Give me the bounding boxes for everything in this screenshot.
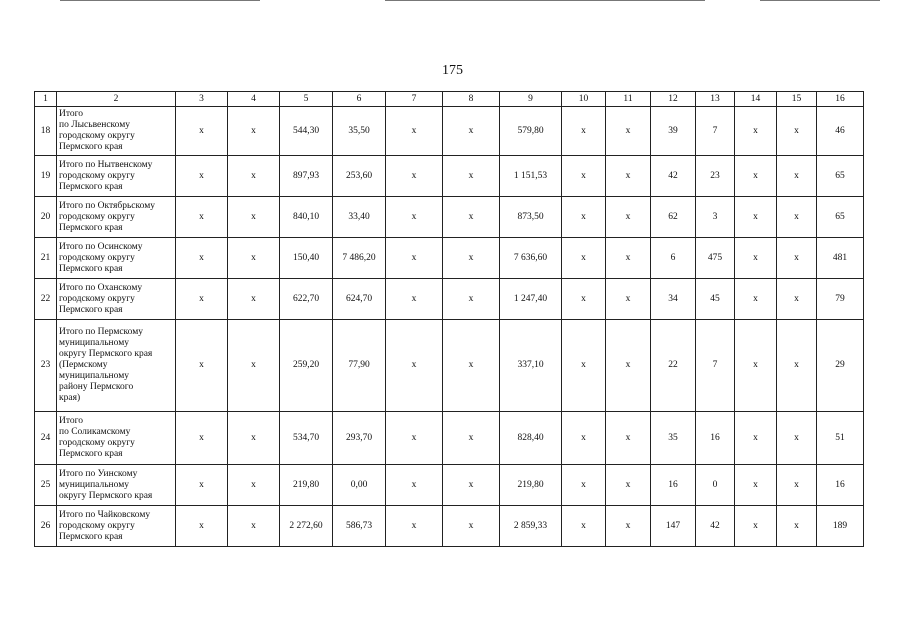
value-cell-col15: x (777, 279, 817, 320)
table-row (35, 506, 864, 547)
table-row (35, 107, 864, 156)
value-cell-col15: x (777, 506, 817, 547)
value-cell-col6: 7 486,20 (333, 238, 386, 279)
value-cell-col7: x (386, 107, 443, 156)
column-header-13: 13 (696, 92, 735, 107)
top-scan-rule (60, 0, 260, 1)
column-header-9: 9 (500, 92, 562, 107)
value-cell-col4: x (228, 465, 280, 506)
territory-name-line: городскому округу (59, 211, 135, 222)
territory-name-cell (57, 412, 176, 465)
value-cell-col16: 79 (817, 279, 864, 320)
value-cell-col7: x (386, 506, 443, 547)
column-header-16: 16 (817, 92, 864, 107)
table-row (35, 465, 864, 506)
value-cell-col14: x (735, 107, 777, 156)
value-cell-col9: 1 151,53 (500, 156, 562, 197)
value-cell-col5: 622,70 (280, 279, 333, 320)
territory-name-line: Пермского края (59, 222, 123, 233)
row-number-cell: 20 (35, 197, 57, 238)
value-cell-col9: 337,10 (500, 320, 562, 412)
value-cell-col16: 189 (817, 506, 864, 547)
column-header-6: 6 (333, 92, 386, 107)
territory-name-line: округу Пермского края (59, 349, 153, 359)
value-cell-col14: x (735, 506, 777, 547)
value-cell-col8: x (443, 279, 500, 320)
value-cell-col12: 16 (651, 465, 696, 506)
value-cell-col16: 29 (817, 320, 864, 412)
territory-name-line: городскому округу (59, 252, 135, 263)
value-cell-col16: 65 (817, 156, 864, 197)
row-number-cell: 22 (35, 279, 57, 320)
value-cell-col7: x (386, 197, 443, 238)
territory-name-line: Итого по Уинскому (59, 468, 138, 479)
value-cell-col13: 7 (696, 320, 735, 412)
territory-name-line: городскому округу (59, 520, 135, 531)
value-cell-col13: 16 (696, 412, 735, 465)
row-number-cell: 18 (35, 107, 57, 156)
column-header-8: 8 (443, 92, 500, 107)
value-cell-col3: x (176, 465, 228, 506)
territory-name-line: края) (59, 393, 81, 403)
value-cell-col7: x (386, 238, 443, 279)
value-cell-col11: x (606, 412, 651, 465)
value-cell-col9: 873,50 (500, 197, 562, 238)
territory-name-cell (57, 156, 176, 197)
value-cell-col7: x (386, 412, 443, 465)
top-scan-rule (760, 0, 880, 1)
value-cell-col13: 475 (696, 238, 735, 279)
row-number-cell: 23 (35, 320, 57, 412)
territory-name-line: муниципальному (59, 479, 129, 490)
territory-name-line: городскому округу (59, 170, 135, 181)
value-cell-col14: x (735, 197, 777, 238)
table-row (35, 197, 864, 238)
value-cell-col14: x (735, 412, 777, 465)
territory-name-cell (57, 506, 176, 547)
column-header-7: 7 (386, 92, 443, 107)
value-cell-col14: x (735, 156, 777, 197)
value-cell-col4: x (228, 506, 280, 547)
value-cell-col11: x (606, 107, 651, 156)
value-cell-col9: 579,80 (500, 107, 562, 156)
value-cell-col12: 6 (651, 238, 696, 279)
value-cell-col3: x (176, 506, 228, 547)
value-cell-col12: 147 (651, 506, 696, 547)
territory-name-line: Итого (59, 109, 84, 119)
value-cell-col12: 62 (651, 197, 696, 238)
column-header-3: 3 (176, 92, 228, 107)
territory-name-line: Пермского края (59, 449, 123, 459)
value-cell-col16: 65 (817, 197, 864, 238)
territory-name-line: Пермского края (59, 142, 123, 152)
territory-name-line: Итого по Октябрьскому (59, 200, 155, 211)
value-cell-col10: x (562, 465, 606, 506)
territory-name-line: Итого по Нытвенскому (59, 159, 153, 170)
column-header-12: 12 (651, 92, 696, 107)
territory-name-cell (57, 197, 176, 238)
territory-name-line: Итого по Чайковскому (59, 509, 151, 520)
table-row (35, 156, 864, 197)
value-cell-col8: x (443, 465, 500, 506)
value-cell-col11: x (606, 320, 651, 412)
value-cell-col10: x (562, 279, 606, 320)
top-scan-rule (385, 0, 705, 1)
value-cell-col16: 481 (817, 238, 864, 279)
column-header-15: 15 (777, 92, 817, 107)
value-cell-col13: 7 (696, 107, 735, 156)
territory-name-cell (57, 320, 176, 412)
column-header-10: 10 (562, 92, 606, 107)
territory-name-cell (57, 279, 176, 320)
territory-name-cell (57, 107, 176, 156)
territory-name-line: муниципальному (59, 338, 129, 348)
value-cell-col6: 35,50 (333, 107, 386, 156)
territory-name-cell (57, 465, 176, 506)
value-cell-col8: x (443, 238, 500, 279)
value-cell-col8: x (443, 412, 500, 465)
value-cell-col13: 3 (696, 197, 735, 238)
row-number-cell: 21 (35, 238, 57, 279)
value-cell-col10: x (562, 238, 606, 279)
territory-name-line: (Пермскому (59, 360, 108, 370)
column-header-14: 14 (735, 92, 777, 107)
column-header-11: 11 (606, 92, 651, 107)
value-cell-col13: 42 (696, 506, 735, 547)
value-cell-col10: x (562, 412, 606, 465)
value-cell-col13: 23 (696, 156, 735, 197)
value-cell-col15: x (777, 320, 817, 412)
value-cell-col8: x (443, 320, 500, 412)
table-row (35, 320, 864, 412)
value-cell-col3: x (176, 412, 228, 465)
value-cell-col8: x (443, 156, 500, 197)
table-row (35, 238, 864, 279)
column-header-4: 4 (228, 92, 280, 107)
value-cell-col5: 219,80 (280, 465, 333, 506)
value-cell-col11: x (606, 465, 651, 506)
value-cell-col3: x (176, 238, 228, 279)
value-cell-col14: x (735, 279, 777, 320)
value-cell-col16: 46 (817, 107, 864, 156)
value-cell-col9: 828,40 (500, 412, 562, 465)
value-cell-col15: x (777, 238, 817, 279)
value-cell-col14: x (735, 320, 777, 412)
header-row (35, 92, 864, 107)
value-cell-col5: 534,70 (280, 412, 333, 465)
value-cell-col12: 22 (651, 320, 696, 412)
table-row (35, 279, 864, 320)
row-number-cell: 19 (35, 156, 57, 197)
value-cell-col12: 35 (651, 412, 696, 465)
value-cell-col6: 586,73 (333, 506, 386, 547)
territory-name-line: Итого по Пермскому (59, 327, 144, 337)
territory-name-line: по Соликамскому (59, 427, 131, 437)
value-cell-col3: x (176, 107, 228, 156)
value-cell-col3: x (176, 320, 228, 412)
territory-name-line: Пермского края (59, 531, 123, 542)
value-cell-col16: 16 (817, 465, 864, 506)
value-cell-col5: 150,40 (280, 238, 333, 279)
row-number-cell: 26 (35, 506, 57, 547)
value-cell-col5: 897,93 (280, 156, 333, 197)
value-cell-col6: 77,90 (333, 320, 386, 412)
value-cell-col3: x (176, 279, 228, 320)
territory-name-line: Итого (59, 416, 84, 426)
value-cell-col13: 45 (696, 279, 735, 320)
row-number-cell: 24 (35, 412, 57, 465)
value-cell-col6: 33,40 (333, 197, 386, 238)
value-cell-col16: 51 (817, 412, 864, 465)
value-cell-col7: x (386, 279, 443, 320)
value-cell-col8: x (443, 107, 500, 156)
table-row (35, 412, 864, 465)
value-cell-col15: x (777, 197, 817, 238)
column-header-2: 2 (57, 92, 176, 107)
value-cell-col13: 0 (696, 465, 735, 506)
value-cell-col6: 293,70 (333, 412, 386, 465)
value-cell-col12: 39 (651, 107, 696, 156)
value-cell-col9: 7 636,60 (500, 238, 562, 279)
value-cell-col4: x (228, 156, 280, 197)
value-cell-col3: x (176, 156, 228, 197)
value-cell-col4: x (228, 197, 280, 238)
value-cell-col3: x (176, 197, 228, 238)
value-cell-col4: x (228, 320, 280, 412)
territory-name-line: району Пермского (59, 382, 134, 392)
value-cell-col11: x (606, 156, 651, 197)
column-header-1: 1 (35, 92, 57, 107)
territory-name-cell (57, 238, 176, 279)
value-cell-col9: 1 247,40 (500, 279, 562, 320)
value-cell-col8: x (443, 197, 500, 238)
territory-name-line: Пермского края (59, 263, 123, 274)
page-number: 175 (442, 63, 463, 78)
value-cell-col4: x (228, 412, 280, 465)
value-cell-col5: 544,30 (280, 107, 333, 156)
value-cell-col4: x (228, 279, 280, 320)
value-cell-col15: x (777, 412, 817, 465)
value-cell-col9: 219,80 (500, 465, 562, 506)
territory-name-line: Пермского края (59, 181, 123, 192)
value-cell-col8: x (443, 506, 500, 547)
value-cell-col11: x (606, 197, 651, 238)
value-cell-col7: x (386, 465, 443, 506)
value-cell-col15: x (777, 156, 817, 197)
data-table (34, 91, 864, 547)
value-cell-col4: x (228, 238, 280, 279)
value-cell-col6: 0,00 (333, 465, 386, 506)
value-cell-col5: 840,10 (280, 197, 333, 238)
territory-name-line: городскому округу (59, 293, 135, 304)
value-cell-col5: 259,20 (280, 320, 333, 412)
territory-name-line: Итого по Осинскому (59, 241, 143, 252)
value-cell-col10: x (562, 156, 606, 197)
value-cell-col10: x (562, 506, 606, 547)
territory-name-line: Пермского края (59, 304, 123, 315)
value-cell-col7: x (386, 156, 443, 197)
value-cell-col11: x (606, 506, 651, 547)
value-cell-col12: 34 (651, 279, 696, 320)
territory-name-line: Итого по Оханскому (59, 282, 143, 293)
row-number-cell: 25 (35, 465, 57, 506)
territory-name-line: округу Пермского края (59, 490, 153, 501)
territory-name-line: по Лысьвенскому (59, 120, 130, 130)
value-cell-col10: x (562, 320, 606, 412)
value-cell-col15: x (777, 465, 817, 506)
value-cell-col10: x (562, 197, 606, 238)
value-cell-col11: x (606, 238, 651, 279)
value-cell-col6: 624,70 (333, 279, 386, 320)
value-cell-col4: x (228, 107, 280, 156)
value-cell-col14: x (735, 238, 777, 279)
value-cell-col10: x (562, 107, 606, 156)
territory-name-line: городскому округу (59, 438, 135, 448)
value-cell-col11: x (606, 279, 651, 320)
value-cell-col6: 253,60 (333, 156, 386, 197)
value-cell-col9: 2 859,33 (500, 506, 562, 547)
value-cell-col5: 2 272,60 (280, 506, 333, 547)
column-header-5: 5 (280, 92, 333, 107)
territory-name-line: городскому округу (59, 131, 135, 141)
value-cell-col12: 42 (651, 156, 696, 197)
value-cell-col15: x (777, 107, 817, 156)
value-cell-col14: x (735, 465, 777, 506)
territory-name-line: муниципальному (59, 371, 129, 381)
value-cell-col7: x (386, 320, 443, 412)
